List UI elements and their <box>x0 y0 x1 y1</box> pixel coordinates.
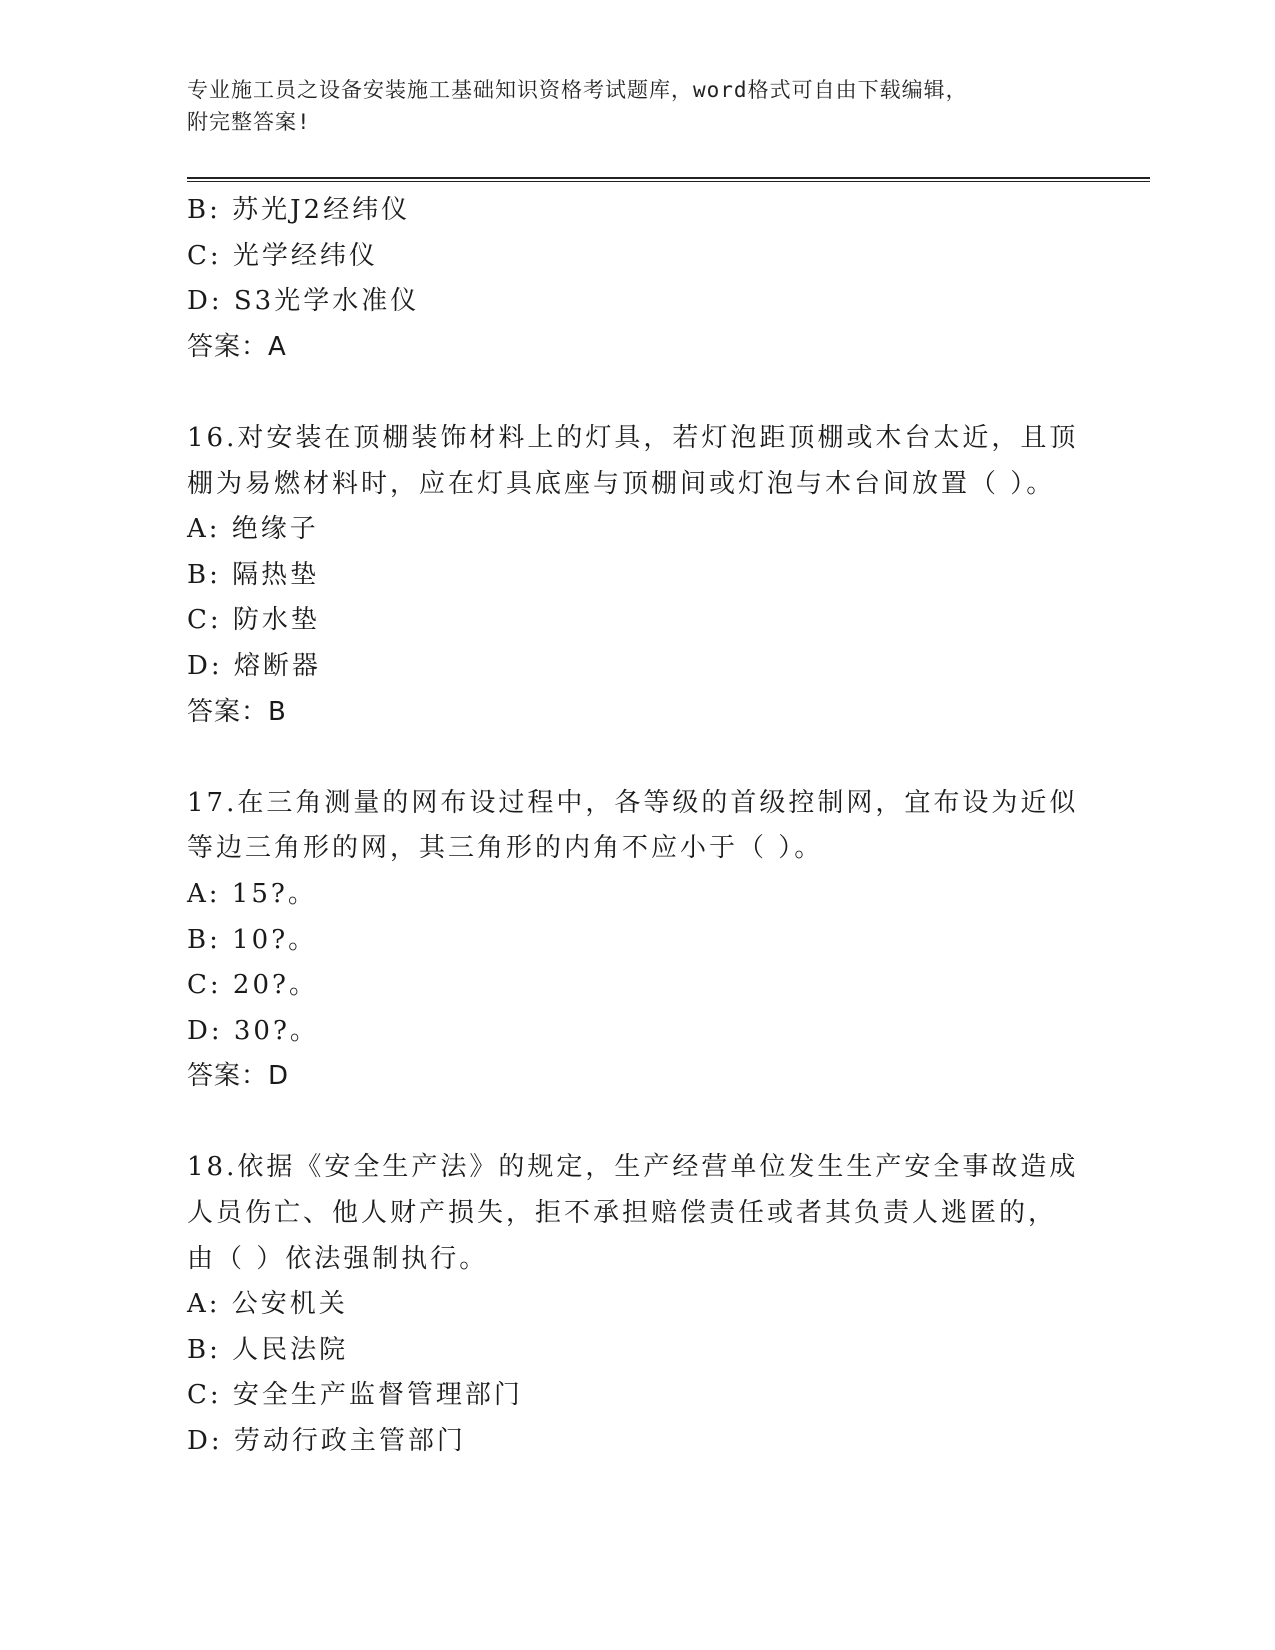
option-d: D: 劳动行政主管部门 <box>187 1426 466 1457</box>
option-b: B: 隔热垫 <box>187 559 320 590</box>
header-line-1: 专业施工员之设备安装施工基础知识资格考试题库，word格式可自由下载编辑， <box>187 78 968 102</box>
question-list <box>187 188 1087 1465</box>
question-16 <box>187 416 1087 735</box>
answer-line: 答案：A <box>187 331 287 362</box>
option-c: C: 安全生产监督管理部门 <box>187 1380 523 1411</box>
option-d: D: 30?。 <box>187 1015 319 1046</box>
option-c: C: 20?。 <box>187 970 318 1001</box>
option-d: D: S3光学水准仪 <box>187 286 420 317</box>
question-text-line: 16.对安装在顶棚装饰材料上的灯具，若灯泡距顶棚或木台太近，且顶 <box>187 422 1079 453</box>
answer-line: 答案：B <box>187 696 287 727</box>
question-text-line: 18.依据《安全生产法》的规定，生产经营单位发生生产安全事故造成 <box>187 1152 1079 1183</box>
header-line-2: 附完整答案! <box>187 110 311 134</box>
question-18 <box>187 1145 1087 1464</box>
question-text-line: 由（ ）依法强制执行。 <box>187 1243 489 1274</box>
question-text-line: 棚为易燃材料时，应在灯具底座与顶棚间或灯泡与木台间放置（ ）。 <box>187 468 1056 499</box>
option-b: B: 苏光J2经纬仪 <box>187 195 411 225</box>
option-c: C: 光学经纬仪 <box>187 240 378 271</box>
option-a: A: 15?。 <box>187 878 317 909</box>
question-text-line: 17.在三角测量的网布设过程中，各等级的首级控制网，宜布设为近似 <box>187 787 1079 818</box>
question-17 <box>187 781 1087 1100</box>
document-header <box>187 74 1087 138</box>
answer-line: 答案：D <box>187 1061 290 1092</box>
question-text-line: 人员伤亡、他人财产损失，拒不承担赔偿责任或者其负责人逃匿的， <box>187 1198 1058 1229</box>
option-d: D: 熔断器 <box>187 650 321 681</box>
option-b: B: 人民法院 <box>187 1334 349 1365</box>
option-b: B: 10?。 <box>187 924 318 955</box>
option-a: A: 公安机关 <box>187 1289 348 1320</box>
option-c: C: 防水垫 <box>187 605 320 636</box>
option-a: A: 绝缘子 <box>187 514 319 545</box>
question-text-line: 等边三角形的网，其三角形的内角不应小于（ ）。 <box>187 833 824 864</box>
header-divider <box>187 177 1150 182</box>
partial-question <box>187 188 1087 370</box>
